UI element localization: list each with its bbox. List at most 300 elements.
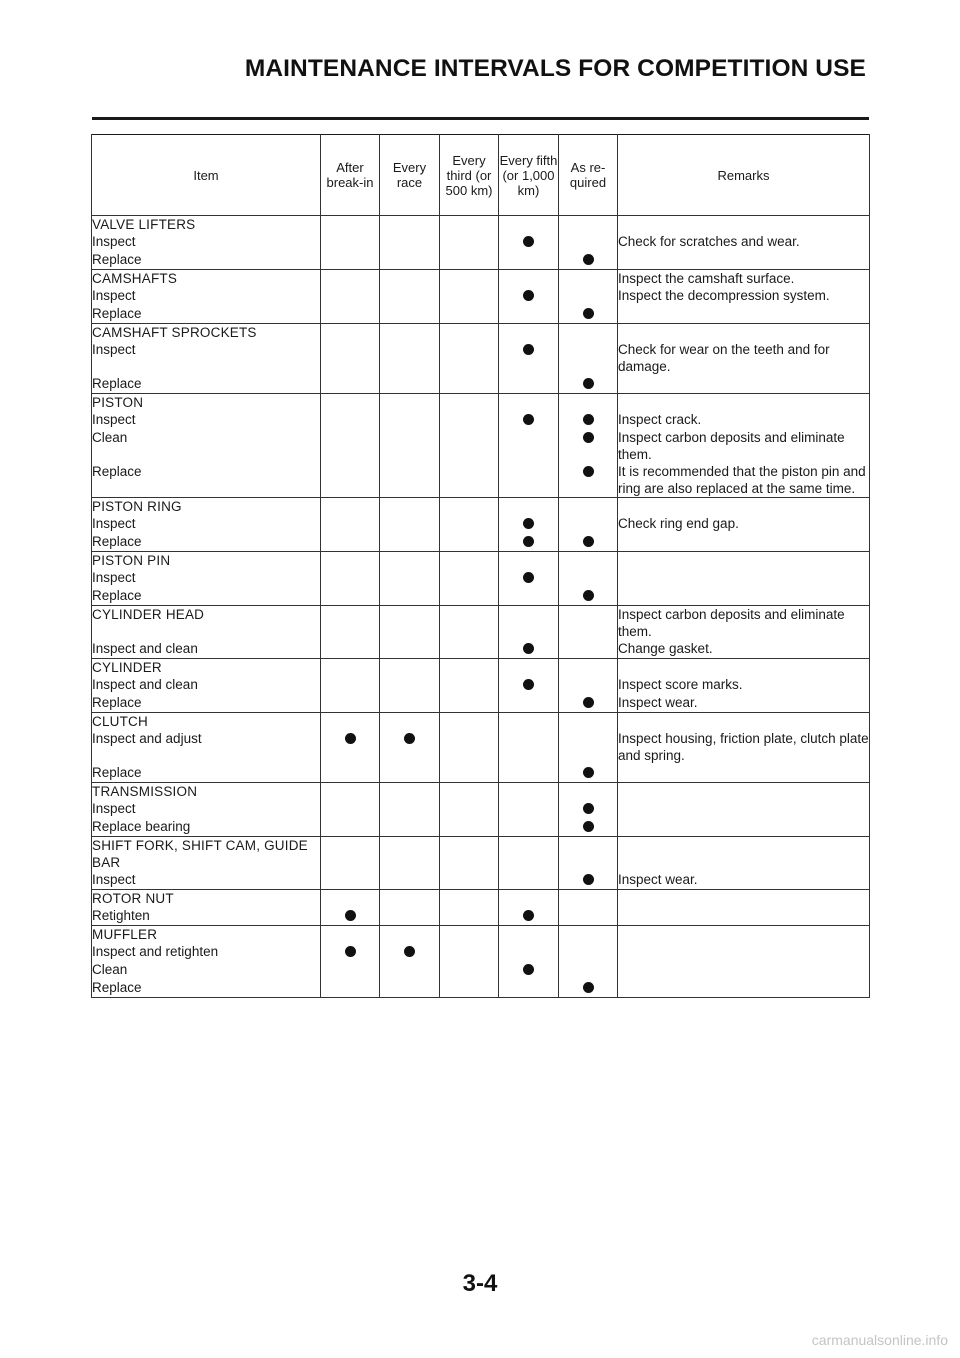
- mark-cell: [321, 587, 380, 606]
- mark-cell: [380, 498, 440, 516]
- mark-cell: [499, 375, 559, 394]
- mark-cell: [321, 676, 380, 694]
- mark-cell: [321, 926, 380, 944]
- mark-cell: [380, 394, 440, 412]
- mark-cell: [559, 270, 618, 288]
- mark-cell: [380, 533, 440, 552]
- filled-dot-icon: [583, 308, 594, 319]
- filled-dot-icon: [583, 767, 594, 778]
- mark-cell: [499, 287, 559, 305]
- remark-cell: Inspect the camshaft surface.: [618, 270, 870, 288]
- mark-cell: [440, 233, 499, 251]
- mark-cell: [321, 764, 380, 783]
- mark-cell: [440, 569, 499, 587]
- filled-dot-icon: [583, 874, 594, 885]
- task-label: Inspect and adjust: [92, 730, 321, 764]
- page-number: 3-4: [462, 1270, 498, 1297]
- mark-cell: [380, 587, 440, 606]
- mark-cell: [499, 587, 559, 606]
- group-heading-row: [92, 394, 870, 412]
- remark-cell: [618, 907, 870, 926]
- mark-cell: [321, 394, 380, 412]
- mark-cell: [380, 324, 440, 342]
- group-name: CYLINDER: [92, 659, 321, 677]
- mark-cell: [440, 533, 499, 552]
- mark-cell: [559, 463, 618, 498]
- mark-cell: [321, 251, 380, 270]
- mark-cell: [380, 694, 440, 713]
- mark-cell: [321, 515, 380, 533]
- mark-cell: [499, 800, 559, 818]
- mark-cell: [321, 871, 380, 890]
- mark-cell: [559, 659, 618, 677]
- filled-dot-icon: [583, 378, 594, 389]
- mark-cell: [440, 375, 499, 394]
- mark-cell: [559, 515, 618, 533]
- mark-cell: [499, 871, 559, 890]
- remark-cell: [618, 569, 870, 587]
- table-row: [92, 341, 870, 375]
- header-after-break-in: After break-in: [321, 135, 380, 216]
- mark-cell: [499, 533, 559, 552]
- mark-cell: [380, 552, 440, 570]
- table-row: [92, 463, 870, 498]
- remark-cell: [618, 783, 870, 801]
- table-row: [92, 979, 870, 998]
- table-row: [92, 587, 870, 606]
- mark-cell: [380, 659, 440, 677]
- mark-cell: [321, 270, 380, 288]
- remark-cell: Inspect carbon deposits and eliminate them.: [618, 606, 870, 641]
- mark-cell: [499, 890, 559, 908]
- mark-cell: [499, 907, 559, 926]
- task-label: Replace: [92, 694, 321, 713]
- mark-cell: [559, 890, 618, 908]
- mark-cell: [559, 552, 618, 570]
- mark-cell: [499, 216, 559, 234]
- mark-cell: [380, 569, 440, 587]
- mark-cell: [380, 713, 440, 731]
- mark-cell: [499, 730, 559, 764]
- table-row: [92, 871, 870, 890]
- mark-cell: [321, 533, 380, 552]
- task-label: Inspect and retighten: [92, 943, 321, 961]
- filled-dot-icon: [583, 821, 594, 832]
- mark-cell: [380, 270, 440, 288]
- remark-cell: [618, 926, 870, 944]
- page-title: MAINTENANCE INTERVALS FOR COMPETITION USE: [244, 55, 866, 82]
- filled-dot-icon: [523, 643, 534, 654]
- mark-cell: [559, 429, 618, 463]
- mark-cell: [321, 659, 380, 677]
- mark-cell: [499, 394, 559, 412]
- filled-dot-icon: [523, 910, 534, 921]
- filled-dot-icon: [583, 803, 594, 814]
- group-heading-row: [92, 552, 870, 570]
- filled-dot-icon: [345, 910, 356, 921]
- mark-cell: [321, 713, 380, 731]
- header-every-race: Every race: [380, 135, 440, 216]
- mark-cell: [499, 640, 559, 659]
- filled-dot-icon: [523, 414, 534, 425]
- mark-cell: [380, 287, 440, 305]
- group-name: PISTON RING: [92, 498, 321, 516]
- mark-cell: [499, 552, 559, 570]
- mark-cell: [440, 324, 499, 342]
- remark-cell: [618, 659, 870, 677]
- table-row: [92, 676, 870, 694]
- group-heading-row: [92, 783, 870, 801]
- mark-cell: [380, 979, 440, 998]
- remark-cell: [618, 498, 870, 516]
- mark-cell: [440, 394, 499, 412]
- mark-cell: [380, 961, 440, 979]
- mark-cell: [559, 961, 618, 979]
- mark-cell: [321, 375, 380, 394]
- mark-cell: [559, 375, 618, 394]
- group-heading-row: [92, 606, 870, 641]
- mark-cell: [499, 713, 559, 731]
- mark-cell: [321, 890, 380, 908]
- mark-cell: [380, 783, 440, 801]
- table-row: [92, 694, 870, 713]
- group-name: PISTON PIN: [92, 552, 321, 570]
- filled-dot-icon: [583, 432, 594, 443]
- task-label: Replace: [92, 764, 321, 783]
- mark-cell: [559, 800, 618, 818]
- mark-cell: [440, 287, 499, 305]
- mark-cell: [499, 943, 559, 961]
- mark-cell: [559, 411, 618, 429]
- mark-cell: [321, 818, 380, 837]
- mark-cell: [321, 305, 380, 324]
- group-heading-row: [92, 498, 870, 516]
- table-row: [92, 429, 870, 463]
- table-row: [92, 233, 870, 251]
- mark-cell: [440, 926, 499, 944]
- task-label: Replace: [92, 305, 321, 324]
- table-row: [92, 907, 870, 926]
- mark-cell: [499, 515, 559, 533]
- mark-cell: [380, 341, 440, 375]
- header-every-fifth: Every fifth (or 1,000 km): [499, 135, 559, 216]
- mark-cell: [559, 676, 618, 694]
- group-name: CLUTCH: [92, 713, 321, 731]
- mark-cell: [440, 640, 499, 659]
- mark-cell: [321, 837, 380, 872]
- mark-cell: [380, 515, 440, 533]
- task-label: Inspect and clean: [92, 640, 321, 659]
- remark-cell: [618, 818, 870, 837]
- mark-cell: [499, 694, 559, 713]
- remark-cell: [618, 216, 870, 234]
- header-every-third: Every third (or 500 km): [440, 135, 499, 216]
- mark-cell: [559, 341, 618, 375]
- mark-cell: [559, 713, 618, 731]
- mark-cell: [380, 676, 440, 694]
- mark-cell: [499, 251, 559, 270]
- mark-cell: [499, 341, 559, 375]
- mark-cell: [321, 640, 380, 659]
- task-label: Replace: [92, 979, 321, 998]
- task-label: Replace: [92, 533, 321, 552]
- task-label: Inspect and clean: [92, 676, 321, 694]
- filled-dot-icon: [583, 982, 594, 993]
- task-label: Clean: [92, 429, 321, 463]
- remark-cell: [618, 324, 870, 342]
- mark-cell: [380, 216, 440, 234]
- group-name: ROTOR NUT: [92, 890, 321, 908]
- mark-cell: [440, 587, 499, 606]
- group-heading-row: [92, 270, 870, 288]
- mark-cell: [380, 943, 440, 961]
- mark-cell: [380, 251, 440, 270]
- filled-dot-icon: [523, 536, 534, 547]
- remark-cell: [618, 713, 870, 731]
- remark-cell: [618, 587, 870, 606]
- filled-dot-icon: [583, 536, 594, 547]
- filled-dot-icon: [583, 254, 594, 265]
- remark-cell: [618, 394, 870, 412]
- mark-cell: [380, 429, 440, 463]
- mark-cell: [380, 411, 440, 429]
- mark-cell: [559, 640, 618, 659]
- mark-cell: [321, 943, 380, 961]
- mark-cell: [321, 463, 380, 498]
- mark-cell: [440, 606, 499, 641]
- mark-cell: [559, 694, 618, 713]
- mark-cell: [321, 569, 380, 587]
- mark-cell: [499, 270, 559, 288]
- mark-cell: [440, 907, 499, 926]
- mark-cell: [321, 800, 380, 818]
- mark-cell: [499, 463, 559, 498]
- remark-cell: Inspect housing, friction plate, clutch plate and spring.: [618, 731, 869, 763]
- group-name: SHIFT FORK, SHIFT CAM, GUIDE BAR: [92, 837, 321, 872]
- mark-cell: [380, 871, 440, 890]
- mark-cell: [440, 429, 499, 463]
- remark-cell: [618, 251, 870, 270]
- mark-cell: [499, 979, 559, 998]
- group-name: CAMSHAFTS: [92, 270, 321, 288]
- mark-cell: [559, 533, 618, 552]
- mark-cell: [380, 606, 440, 641]
- table-row: [92, 961, 870, 979]
- mark-cell: [321, 783, 380, 801]
- table-row: [92, 411, 870, 429]
- mark-cell: [321, 606, 380, 641]
- table-row: [92, 305, 870, 324]
- table-row: [92, 375, 870, 394]
- mark-cell: [499, 324, 559, 342]
- task-label: Replace: [92, 463, 321, 498]
- mark-cell: [380, 907, 440, 926]
- table-row: [92, 287, 870, 305]
- group-name: MUFFLER: [92, 926, 321, 944]
- remark-cell: Inspect wear.: [618, 871, 870, 890]
- mark-cell: [440, 818, 499, 837]
- mark-cell: [499, 569, 559, 587]
- task-label: Inspect: [92, 800, 321, 818]
- remark-cell: Check for wear on the teeth and for damage.: [618, 341, 870, 375]
- table-header-row: [92, 135, 870, 216]
- watermark: carmanualsonline.info: [811, 1332, 948, 1348]
- mark-cell: [559, 569, 618, 587]
- filled-dot-icon: [345, 733, 356, 744]
- mark-cell: [321, 287, 380, 305]
- mark-cell: [499, 676, 559, 694]
- mark-cell: [321, 694, 380, 713]
- group-name: CAMSHAFT SPROCKETS: [92, 324, 321, 342]
- filled-dot-icon: [583, 414, 594, 425]
- header-as-required: As re-quired: [559, 135, 618, 216]
- mark-cell: [559, 926, 618, 944]
- remark-cell: [618, 961, 870, 979]
- task-label: Replace: [92, 375, 321, 394]
- mark-cell: [499, 659, 559, 677]
- task-label: Inspect: [92, 569, 321, 587]
- table-row: [92, 764, 870, 783]
- mark-cell: [440, 498, 499, 516]
- mark-cell: [380, 375, 440, 394]
- filled-dot-icon: [523, 572, 534, 583]
- mark-cell: [380, 730, 440, 764]
- table-row: [92, 800, 870, 818]
- mark-cell: [559, 216, 618, 234]
- table-row: [92, 818, 870, 837]
- filled-dot-icon: [523, 236, 534, 247]
- mark-cell: [321, 233, 380, 251]
- remark-cell: Check for scratches and wear.: [618, 233, 870, 251]
- mark-cell: [559, 783, 618, 801]
- remark-cell: Change gasket.: [618, 640, 870, 659]
- mark-cell: [499, 837, 559, 872]
- group-name: TRANSMISSION: [92, 783, 321, 801]
- mark-cell: [499, 411, 559, 429]
- mark-cell: [380, 640, 440, 659]
- mark-cell: [559, 907, 618, 926]
- mark-cell: [559, 943, 618, 961]
- task-label: Inspect: [92, 233, 321, 251]
- mark-cell: [440, 730, 499, 764]
- mark-cell: [440, 979, 499, 998]
- mark-cell: [380, 305, 440, 324]
- mark-cell: [380, 233, 440, 251]
- mark-cell: [499, 305, 559, 324]
- group-heading-row: [92, 890, 870, 908]
- mark-cell: [321, 411, 380, 429]
- mark-cell: [499, 498, 559, 516]
- remark-cell: Check ring end gap.: [618, 515, 870, 533]
- mark-cell: [499, 783, 559, 801]
- remark-cell: Inspect crack.: [618, 411, 870, 429]
- table-body: [92, 216, 870, 998]
- mark-cell: [499, 818, 559, 837]
- mark-cell: [380, 800, 440, 818]
- mark-cell: [559, 251, 618, 270]
- mark-cell: [559, 837, 618, 872]
- mark-cell: [440, 694, 499, 713]
- mark-cell: [440, 764, 499, 783]
- header-remarks: Remarks: [618, 135, 870, 216]
- mark-cell: [380, 837, 440, 872]
- mark-cell: [321, 907, 380, 926]
- mark-cell: [440, 800, 499, 818]
- mark-cell: [559, 764, 618, 783]
- group-heading-row: [92, 837, 870, 872]
- group-heading-row: [92, 216, 870, 234]
- mark-cell: [440, 251, 499, 270]
- group-heading-row: [92, 659, 870, 677]
- remark-cell: [618, 943, 870, 961]
- task-label: Inspect: [92, 287, 321, 305]
- mark-cell: [440, 659, 499, 677]
- remark-cell: Inspect wear.: [618, 694, 870, 713]
- mark-cell: [559, 305, 618, 324]
- task-label: Inspect: [92, 515, 321, 533]
- mark-cell: [440, 713, 499, 731]
- mark-cell: [440, 871, 499, 890]
- mark-cell: [499, 233, 559, 251]
- group-heading-row: [92, 324, 870, 342]
- maintenance-table: [91, 134, 870, 998]
- remark-cell: [618, 837, 870, 872]
- mark-cell: [321, 730, 380, 764]
- mark-cell: [440, 341, 499, 375]
- task-label: Replace bearing: [92, 818, 321, 837]
- mark-cell: [440, 943, 499, 961]
- mark-cell: [321, 324, 380, 342]
- task-label: Replace: [92, 587, 321, 606]
- table-row: [92, 251, 870, 270]
- table-row: [92, 515, 870, 533]
- title-rule: [92, 117, 869, 120]
- task-label: Retighten: [92, 907, 321, 926]
- task-label: Inspect: [92, 871, 321, 890]
- table-row: [92, 569, 870, 587]
- remark-cell: [618, 800, 870, 818]
- mark-cell: [440, 270, 499, 288]
- mark-cell: [440, 305, 499, 324]
- mark-cell: [559, 287, 618, 305]
- filled-dot-icon: [523, 964, 534, 975]
- remark-cell: [618, 552, 870, 570]
- task-label: Replace: [92, 251, 321, 270]
- mark-cell: [559, 979, 618, 998]
- mark-cell: [499, 764, 559, 783]
- mark-cell: [321, 552, 380, 570]
- remark-cell: Inspect score marks.: [618, 676, 870, 694]
- mark-cell: [321, 216, 380, 234]
- mark-cell: [380, 926, 440, 944]
- mark-cell: [440, 961, 499, 979]
- mark-cell: [559, 871, 618, 890]
- mark-cell: [380, 463, 440, 498]
- filled-dot-icon: [345, 946, 356, 957]
- mark-cell: [321, 979, 380, 998]
- mark-cell: [440, 783, 499, 801]
- mark-cell: [321, 429, 380, 463]
- mark-cell: [440, 411, 499, 429]
- remark-cell: [618, 979, 870, 998]
- mark-cell: [321, 498, 380, 516]
- mark-cell: [499, 926, 559, 944]
- header-item: Item: [92, 135, 321, 216]
- remark-cell: [618, 890, 870, 908]
- remark-cell: [618, 764, 870, 783]
- mark-cell: [440, 676, 499, 694]
- mark-cell: [499, 606, 559, 641]
